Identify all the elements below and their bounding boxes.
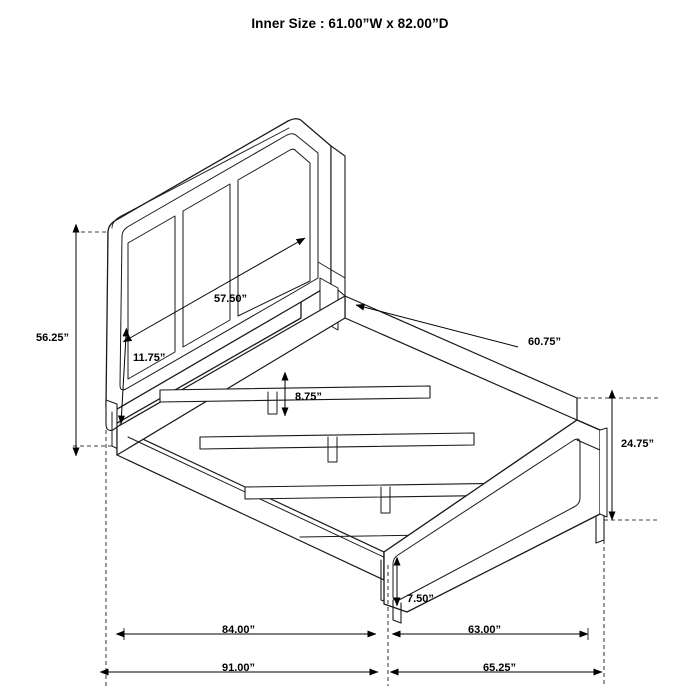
dim-label-footboard-height: 24.75” bbox=[621, 438, 655, 450]
dim-label-leg-height: 7.50” bbox=[407, 593, 434, 605]
page-title: Inner Size : 61.00”W x 82.00”D bbox=[251, 16, 449, 31]
dim-label-overall-height: 56.25” bbox=[36, 332, 70, 344]
headboard-panel-2 bbox=[183, 184, 230, 347]
dim-label-side-rail: 60.75” bbox=[528, 336, 562, 348]
dim-label-headboard-width: 57.50” bbox=[214, 293, 248, 305]
dim-label-overall-length-left: 91.00” bbox=[222, 662, 256, 674]
bed-illustration bbox=[106, 119, 607, 623]
dim-label-headboard-to-rail: 11.75” bbox=[133, 352, 166, 364]
far-side-rail bbox=[345, 296, 577, 420]
near-side-rail bbox=[117, 427, 384, 580]
dim-label-overall-length-right: 65.25” bbox=[483, 662, 517, 674]
footboard-right-post bbox=[600, 428, 607, 517]
footboard-right-leg bbox=[596, 513, 604, 543]
dim-label-slat-height: 8.75” bbox=[295, 391, 322, 403]
dim-label-bed-length-left: 84.00” bbox=[222, 624, 256, 636]
dim-label-bed-length-right: 63.00” bbox=[468, 624, 502, 636]
